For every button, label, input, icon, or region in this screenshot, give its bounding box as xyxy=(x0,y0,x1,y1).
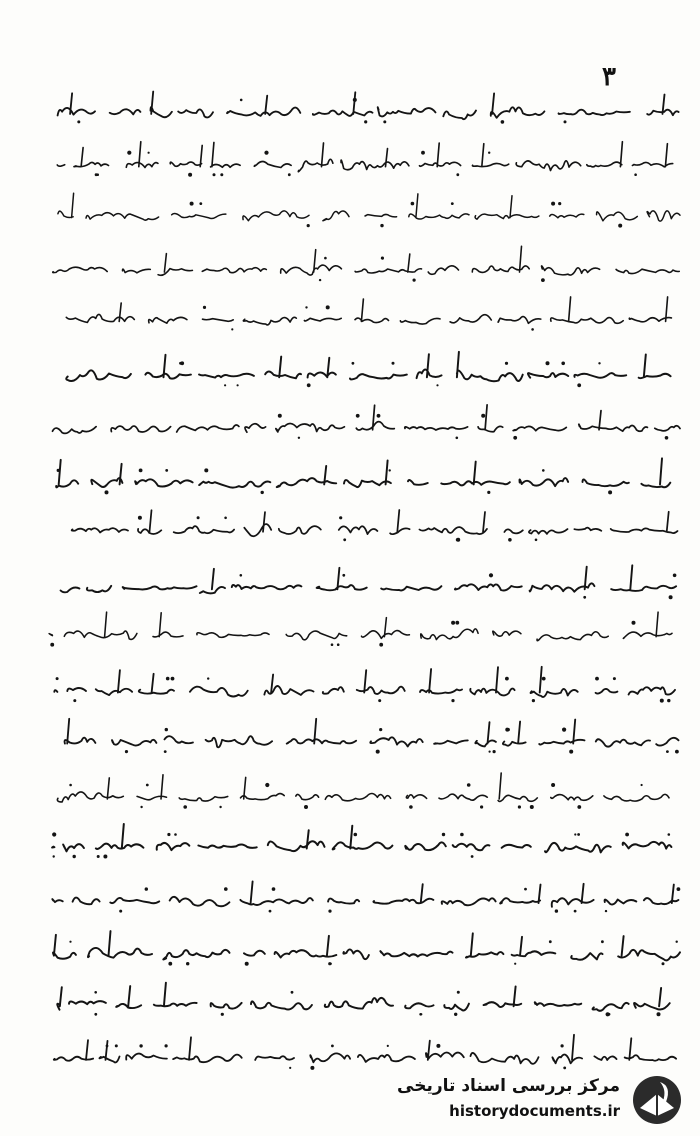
ink-dot xyxy=(487,491,490,494)
handwritten-line xyxy=(53,405,681,434)
ink-dot xyxy=(577,805,581,809)
ink-dot xyxy=(265,783,269,787)
ink-dot xyxy=(456,437,459,440)
ink-dot xyxy=(409,805,413,809)
ink-dot xyxy=(94,1013,97,1016)
ink-dot xyxy=(379,728,382,731)
ink-dot xyxy=(240,99,243,102)
ink-dot xyxy=(574,833,576,835)
ink-dot xyxy=(304,805,308,809)
ink-dot xyxy=(442,833,445,836)
ink-dot xyxy=(421,151,425,155)
ink-dot xyxy=(641,784,643,786)
ink-dot xyxy=(145,887,148,890)
handwritten-line xyxy=(52,881,678,906)
ink-dot xyxy=(501,120,505,124)
ink-dot xyxy=(380,224,383,227)
ink-dot xyxy=(456,173,459,176)
ink-dot xyxy=(376,750,380,754)
ink-dot xyxy=(352,362,355,365)
ink-dot xyxy=(298,437,300,439)
ink-dot xyxy=(57,469,60,472)
ink-dot xyxy=(377,414,381,418)
ink-dot xyxy=(481,414,485,418)
ink-dot xyxy=(507,728,510,731)
ink-dot xyxy=(480,805,483,808)
ink-dot xyxy=(665,436,669,440)
ink-dot xyxy=(436,1044,440,1048)
ink-dot xyxy=(240,574,243,577)
ink-dot xyxy=(310,1066,314,1070)
ink-dot xyxy=(555,909,558,912)
ink-dot xyxy=(224,517,227,520)
ink-dot xyxy=(69,784,72,787)
handwritten-line xyxy=(72,510,678,536)
ink-dot xyxy=(558,202,561,205)
ink-dot xyxy=(52,832,56,836)
handwritten-line xyxy=(65,719,679,748)
ink-dot xyxy=(139,1044,142,1047)
ink-dot xyxy=(595,677,599,681)
handwritten-line xyxy=(58,193,680,221)
ink-dot xyxy=(237,384,239,386)
ink-dot xyxy=(677,887,681,891)
ink-dot xyxy=(505,677,509,681)
ink-dot xyxy=(618,224,622,228)
handwritten-line xyxy=(57,773,669,802)
archive-url: historydocuments.ir xyxy=(449,1102,620,1120)
ink-dot xyxy=(625,833,629,837)
page-number: ۳ xyxy=(602,62,616,92)
ink-dot xyxy=(146,784,149,787)
ink-dot xyxy=(165,1044,168,1047)
handwritten-line xyxy=(52,824,671,852)
ink-dot xyxy=(319,279,321,281)
ink-dot xyxy=(103,855,107,859)
ink-dot xyxy=(264,151,268,155)
ink-dot xyxy=(337,643,340,646)
ink-dot xyxy=(261,491,264,494)
handwritten-line xyxy=(56,458,670,487)
ink-dot xyxy=(601,940,604,943)
ink-dot xyxy=(77,120,80,123)
ink-dot xyxy=(675,750,679,754)
ink-dot xyxy=(331,643,334,646)
ink-dot xyxy=(460,833,464,837)
ink-dot xyxy=(125,750,128,753)
ink-dot xyxy=(561,362,565,366)
ink-dot xyxy=(171,677,175,681)
ink-dot xyxy=(577,383,581,387)
ink-dot xyxy=(356,414,360,418)
book-quill-icon xyxy=(630,1074,684,1126)
ink-dot xyxy=(330,963,332,965)
ink-dot xyxy=(530,805,534,809)
ink-dot xyxy=(139,469,143,473)
ink-dot xyxy=(203,306,206,309)
archive-watermark xyxy=(397,1072,690,1128)
ink-dot xyxy=(342,574,345,577)
ink-dot xyxy=(324,257,327,260)
ink-dot xyxy=(378,699,381,702)
ink-dot xyxy=(542,469,545,472)
ink-dot xyxy=(608,490,612,494)
ink-dot xyxy=(489,751,491,753)
ink-dot xyxy=(668,833,671,836)
ink-dot xyxy=(508,538,512,542)
ink-dot xyxy=(305,306,307,308)
ink-dot xyxy=(127,151,131,155)
ink-dot xyxy=(95,173,98,176)
ink-dot xyxy=(105,490,109,494)
ink-dot xyxy=(272,887,276,891)
ink-dot xyxy=(73,699,76,702)
ink-dot xyxy=(413,279,416,282)
ink-dot xyxy=(190,202,194,206)
ink-dot xyxy=(167,833,170,836)
ink-dot xyxy=(140,806,142,808)
ink-dot xyxy=(606,1012,610,1016)
ink-dot xyxy=(676,941,678,943)
ink-dot xyxy=(667,699,670,702)
ink-dot xyxy=(138,516,142,520)
ink-dot xyxy=(326,305,330,309)
ink-dot xyxy=(97,855,100,858)
ink-dot xyxy=(328,910,331,913)
ink-dot xyxy=(535,539,538,542)
ink-dot xyxy=(562,728,566,732)
handwritten-line xyxy=(57,142,672,172)
archive-name: مرکز بررسی اسناد تاریخی xyxy=(397,1076,620,1096)
ink-dot xyxy=(183,805,187,809)
ink-dot xyxy=(231,328,233,330)
ink-dot xyxy=(219,806,221,808)
ink-dot xyxy=(278,414,282,418)
ink-dot xyxy=(164,750,167,753)
ink-dot xyxy=(420,1013,422,1015)
handwritten-line xyxy=(53,931,680,960)
ink-dot xyxy=(546,361,550,365)
ink-dot xyxy=(186,962,189,965)
ink-dot xyxy=(454,1013,457,1016)
ink-dot xyxy=(583,596,586,599)
ink-dot xyxy=(632,621,636,625)
ink-dot xyxy=(291,991,294,994)
ink-dot xyxy=(51,643,54,646)
ink-dot xyxy=(288,173,291,176)
ink-dot xyxy=(524,888,527,891)
ink-dot xyxy=(289,1067,291,1069)
ink-dot xyxy=(467,783,471,787)
ink-dot xyxy=(199,202,202,205)
ink-dot xyxy=(549,940,552,943)
ink-dot xyxy=(383,120,386,123)
ink-dot xyxy=(451,621,455,625)
ink-dot xyxy=(634,173,637,176)
ink-dot xyxy=(563,1067,566,1070)
ink-dot xyxy=(307,224,310,227)
handwritten-line xyxy=(61,565,677,593)
ink-dot xyxy=(56,677,59,680)
ink-dot xyxy=(224,887,228,891)
ink-dot xyxy=(307,383,311,387)
ink-dot xyxy=(381,257,384,260)
ink-dot xyxy=(518,805,521,808)
ink-dot xyxy=(660,699,664,703)
ink-dot xyxy=(666,750,669,753)
ink-dot xyxy=(598,362,600,364)
handwritten-line xyxy=(54,667,675,697)
ink-dot xyxy=(204,468,208,472)
ink-dot xyxy=(471,855,474,858)
ink-dot xyxy=(353,98,357,102)
ink-dot xyxy=(168,962,172,966)
ink-dot xyxy=(119,910,122,913)
ink-dot xyxy=(605,910,607,912)
ink-dot xyxy=(457,991,460,994)
handwritten-line xyxy=(66,297,671,325)
ink-dot xyxy=(513,436,517,440)
ink-dot xyxy=(106,1045,109,1048)
ink-dot xyxy=(166,677,170,681)
ink-dot xyxy=(436,384,438,386)
ink-dot xyxy=(69,941,71,943)
ink-dot xyxy=(364,120,367,123)
ink-dot xyxy=(669,595,673,599)
ink-dot xyxy=(387,1045,389,1047)
ink-dot xyxy=(493,750,496,753)
ink-dot xyxy=(94,991,97,994)
ink-dot xyxy=(613,677,616,680)
handwritten-line xyxy=(58,92,679,120)
ink-dot xyxy=(488,152,490,154)
handwritten-line xyxy=(66,352,670,381)
ink-dot xyxy=(392,362,395,365)
ink-dot xyxy=(339,516,342,519)
ink-dot xyxy=(489,573,493,577)
ink-dot xyxy=(456,538,459,541)
handwritten-line xyxy=(54,1035,676,1064)
ink-dot xyxy=(207,677,209,679)
ink-dot xyxy=(165,469,168,472)
handwritten-line xyxy=(49,612,672,641)
ink-dot xyxy=(574,910,577,913)
ink-dot xyxy=(551,202,555,206)
handwritten-line xyxy=(57,983,669,1011)
ink-dot xyxy=(514,963,516,965)
ink-dot xyxy=(148,152,150,154)
ink-dot xyxy=(542,677,546,681)
ink-dot xyxy=(188,173,192,177)
ink-dot xyxy=(115,1044,118,1047)
ink-dot xyxy=(179,362,182,365)
ink-dot xyxy=(269,910,272,913)
ink-dot xyxy=(389,469,391,471)
ink-dot xyxy=(569,750,573,754)
ink-dot xyxy=(343,538,346,541)
ink-dot xyxy=(541,278,545,282)
ink-dot xyxy=(220,173,223,176)
ink-dot xyxy=(197,516,200,519)
ink-dot xyxy=(379,643,383,647)
ink-dot xyxy=(564,120,567,123)
handwritten-line xyxy=(53,246,679,275)
ink-dot xyxy=(673,574,677,578)
ink-dot xyxy=(532,699,535,702)
ink-dot xyxy=(531,328,534,331)
ink-dot xyxy=(561,1044,564,1047)
ink-dot xyxy=(411,202,415,206)
ink-dot xyxy=(354,833,358,837)
ink-dot xyxy=(331,1045,334,1048)
ink-dot xyxy=(662,962,665,965)
ink-dot xyxy=(165,728,168,731)
ink-dot xyxy=(174,833,177,836)
ink-dot xyxy=(551,783,555,787)
ink-dot xyxy=(245,962,249,966)
ink-dot xyxy=(451,202,454,205)
ink-dot xyxy=(505,362,508,365)
ink-dot xyxy=(221,1013,224,1016)
ink-dot xyxy=(451,699,454,702)
ink-dot xyxy=(657,1012,661,1016)
ink-dot xyxy=(455,621,459,625)
ink-dot xyxy=(577,833,580,836)
ink-dot xyxy=(53,855,55,857)
ink-dot xyxy=(224,384,226,386)
ink-dot xyxy=(213,173,216,176)
ink-dot xyxy=(73,855,76,858)
